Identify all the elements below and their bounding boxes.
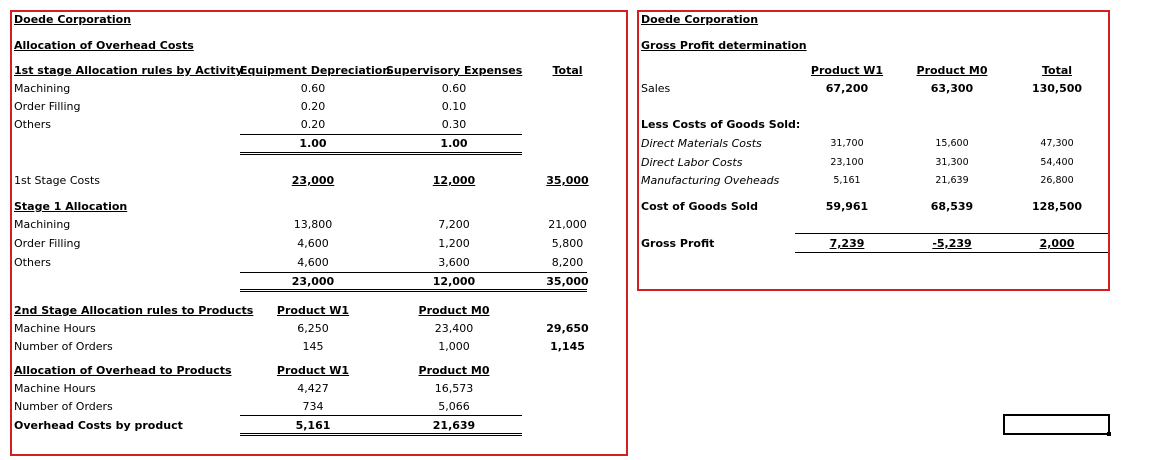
s1-alloc-super: 1,200 (438, 237, 470, 250)
s1-rule-equip: 0.60 (300, 82, 326, 95)
cogs-w1: 59,961 (825, 200, 869, 213)
s2-rules-header: 2nd Stage Allocation rules to Products (14, 304, 254, 317)
s1-costs-super: 12,000 (432, 174, 476, 187)
s1-alloc-label: Machining (14, 218, 71, 231)
divider (240, 433, 522, 434)
divider (240, 152, 522, 153)
sales-m0: 63,300 (930, 82, 974, 95)
s1-rule-sum-equip: 1.00 (299, 137, 327, 150)
cogs-row-w1: 23,100 (830, 157, 864, 168)
left-title: Allocation of Overhead Costs (14, 39, 194, 52)
cogs-row-label: Manufacturing Oveheads (641, 174, 780, 187)
s2-rule-m0: 1,000 (438, 340, 470, 353)
cogs-m0: 68,539 (930, 200, 974, 213)
divider (240, 291, 587, 292)
s1-alloc-equip: 4,600 (297, 256, 329, 269)
gross-profit-m0: -5,239 (932, 237, 972, 250)
cogs-row-m0: 31,300 (935, 157, 969, 168)
s1-alloc-sum-equip: 23,000 (291, 275, 335, 288)
s1-alloc-label: Order Filling (14, 237, 81, 250)
cogs-row-total: 47,300 (1040, 138, 1074, 149)
cogs-total: 128,500 (1031, 200, 1083, 213)
selected-cell[interactable] (1003, 414, 1110, 435)
overhead-by-product-w1: 5,161 (295, 419, 331, 432)
s2-alloc-w1: 734 (302, 400, 324, 413)
col-equipment-depreciation: Equipment Depreciation (240, 64, 391, 77)
gross-profit-total: 2,000 (1039, 237, 1075, 250)
s2-rule-label: Machine Hours (14, 322, 96, 335)
cogs-row-m0: 21,639 (935, 175, 969, 186)
cogs-row-total: 54,400 (1040, 157, 1074, 168)
gp-col-total: Total (1041, 64, 1073, 77)
s1-alloc-super: 7,200 (438, 218, 470, 231)
s2-alloc-w1: 4,427 (297, 382, 329, 395)
gp-col-product-w1: Product W1 (810, 64, 884, 77)
cogs-row-w1: 5,161 (833, 175, 861, 186)
s1-costs-total: 35,000 (546, 174, 589, 187)
cogs-row-label: Direct Labor Costs (641, 156, 743, 169)
gross-profit-label: Gross Profit (641, 237, 715, 250)
divider (240, 134, 522, 135)
s1-rules-header: 1st stage Allocation rules by Activity (14, 64, 243, 77)
s2-rule-label: Number of Orders (14, 340, 113, 353)
sales-total: 130,500 (1031, 82, 1083, 95)
s2-rule-total: 29,650 (546, 322, 589, 335)
divider (240, 272, 587, 273)
s1-rule-equip: 0.20 (300, 100, 326, 113)
s1-alloc-sum-super: 12,000 (432, 275, 476, 288)
s2-alloc-label: Machine Hours (14, 382, 96, 395)
right-title: Gross Profit determination (641, 39, 807, 52)
col-product-w1: Product W1 (276, 304, 350, 317)
gross-profit-w1: 7,239 (829, 237, 865, 250)
fill-handle[interactable] (1107, 432, 1111, 436)
right-company: Doede Corporation (641, 13, 759, 26)
s1-alloc-total: 5,800 (551, 237, 584, 250)
s1-rule-label: Others (14, 118, 51, 131)
s2-alloc-label: Number of Orders (14, 400, 113, 413)
s2-rule-total: 1,145 (550, 340, 585, 353)
cogs-label: Cost of Goods Sold (641, 200, 758, 213)
sales-label: Sales (641, 82, 671, 95)
s1-alloc-super: 3,600 (438, 256, 470, 269)
s1-alloc-sum-total: 35,000 (546, 275, 589, 288)
s1-alloc-label: Others (14, 256, 51, 269)
divider (240, 415, 522, 416)
divider (240, 154, 522, 155)
s1-alloc-header: Stage 1 Allocation (14, 200, 128, 213)
s1-rule-equip: 0.20 (300, 118, 326, 131)
s1-alloc-total: 21,000 (548, 218, 587, 231)
s2-alloc-m0: 5,066 (438, 400, 470, 413)
col-total: Total (552, 64, 583, 77)
s2-rule-w1: 6,250 (297, 322, 329, 335)
s1-costs-equip: 23,000 (291, 174, 335, 187)
left-company: Doede Corporation (14, 13, 132, 26)
s2-alloc-m0: 16,573 (434, 382, 474, 395)
s1-alloc-equip: 4,600 (297, 237, 329, 250)
s1-rule-super: 0.30 (441, 118, 467, 131)
col-product-w1: Product W1 (276, 364, 350, 377)
cogs-row-label: Direct Materials Costs (641, 137, 762, 150)
overhead-by-product-m0: 21,639 (432, 419, 476, 432)
col-supervisory-expenses: Supervisory Expenses (386, 64, 523, 77)
s1-rule-super: 0.60 (441, 82, 467, 95)
cogs-row-w1: 31,700 (830, 138, 864, 149)
divider (795, 252, 1108, 253)
col-product-m0: Product M0 (418, 304, 490, 317)
divider (240, 289, 587, 290)
cogs-row-total: 26,800 (1040, 175, 1074, 186)
s1-rule-label: Machining (14, 82, 71, 95)
sales-w1: 67,200 (825, 82, 869, 95)
cogs-row-m0: 15,600 (935, 138, 969, 149)
s1-alloc-total: 8,200 (551, 256, 584, 269)
less-cogs-label: Less Costs of Goods Sold: (641, 118, 801, 131)
s1-rule-sum-super: 1.00 (440, 137, 468, 150)
gp-col-product-m0: Product M0 (916, 64, 988, 77)
s1-costs-label: 1st Stage Costs (14, 174, 101, 187)
s2-rule-w1: 145 (302, 340, 324, 353)
col-product-m0: Product M0 (418, 364, 490, 377)
s2-rule-m0: 23,400 (434, 322, 474, 335)
overhead-by-product-label: Overhead Costs by product (14, 419, 183, 432)
divider (240, 435, 522, 436)
s1-rule-label: Order Filling (14, 100, 81, 113)
s1-alloc-equip: 13,800 (293, 218, 333, 231)
divider (795, 233, 1108, 234)
s1-rule-super: 0.10 (441, 100, 467, 113)
s2-alloc-header: Allocation of Overhead to Products (14, 364, 232, 377)
